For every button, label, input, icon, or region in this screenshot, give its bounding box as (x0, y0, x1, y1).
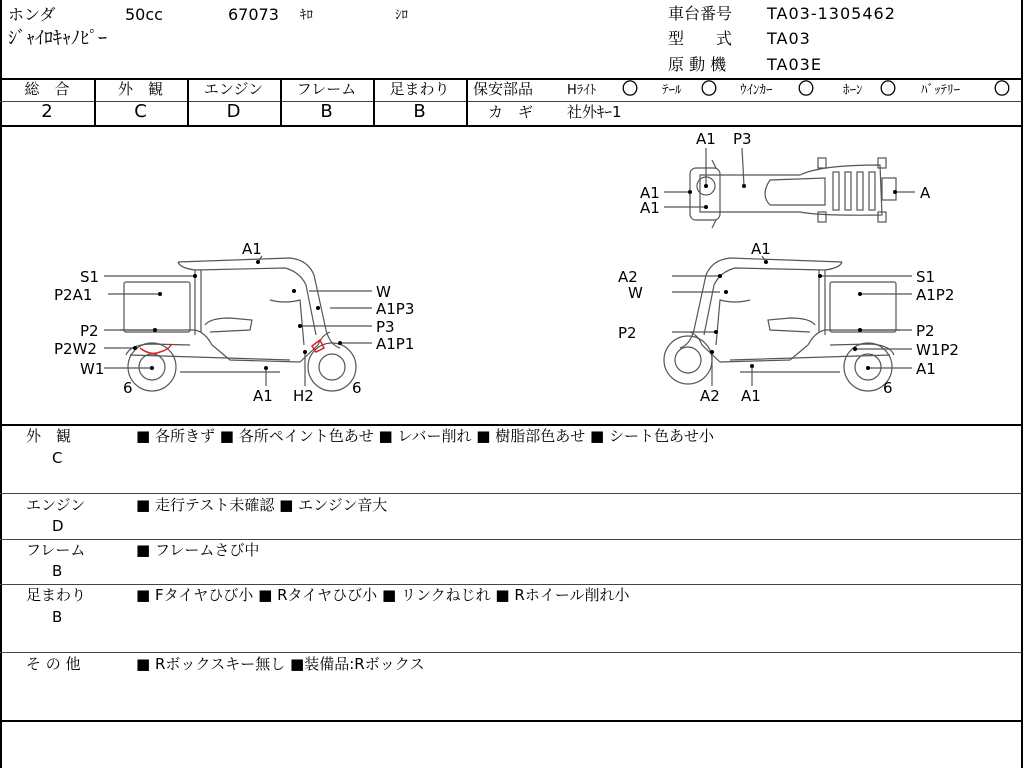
damage-marks-red (140, 340, 324, 353)
diagram-label: A1P1 (376, 335, 415, 353)
note-item: レバー削れ (397, 427, 472, 445)
diagram-label: 6 (883, 379, 893, 397)
type-label: 型 式 (668, 29, 733, 48)
bullet: ■ (590, 427, 605, 445)
safety-item-status: 〇 (798, 79, 815, 98)
divider (0, 424, 1023, 426)
diagram-label: P2 (80, 322, 99, 340)
note-item: Fタイヤひび小 (154, 586, 254, 604)
divider (0, 493, 1022, 494)
grade-overall-value: 2 (41, 101, 53, 122)
divider (467, 101, 1022, 102)
displacement: 50cc (125, 5, 163, 24)
diagram-label: P2 (916, 322, 935, 340)
safety-item-label: ﾎｰﾝ (843, 83, 863, 98)
bullet: ■ (279, 496, 294, 514)
safety-item-status: 〇 (701, 79, 718, 98)
color: ｼﾛ (395, 8, 408, 23)
note-grade-frame: B (52, 562, 63, 580)
bullet: ■ (219, 427, 234, 445)
diagram-label: W1P2 (916, 341, 959, 359)
safety-label: 保安部品 (473, 80, 534, 98)
note-item: Rタイヤひび小 (277, 586, 378, 604)
bullet: ■ (495, 586, 510, 604)
scooter-top-outline (690, 158, 896, 228)
diagram-label: W (628, 284, 643, 302)
note-items-engine (136, 498, 387, 513)
note-item: リンクねじれ (400, 586, 491, 604)
safety-item-status: 〇 (994, 79, 1011, 98)
divider (0, 539, 1022, 540)
bullet: ■ (476, 427, 491, 445)
diagram-label: P3 (733, 130, 752, 148)
safety-item-label: Hﾗｲﾄ (567, 83, 597, 98)
grade-exterior-value: C (134, 101, 147, 122)
note-label-other: そ の 他 (26, 655, 81, 673)
bullet: ■ (381, 586, 397, 604)
diagram-label: 6 (352, 379, 362, 397)
bullet: ■ (136, 655, 151, 673)
bullet: ■ (258, 586, 273, 604)
diagram-label: A1 (640, 199, 660, 217)
safety-item-label: ﾃｰﾙ (662, 83, 682, 98)
note-label-exterior: 外 観 (26, 427, 72, 445)
bullet: ■ (378, 427, 393, 445)
maker: ホンダ (8, 5, 56, 24)
note-label-suspension: 足まわり (26, 586, 87, 604)
diagram-label: A1 (253, 387, 273, 405)
note-item: 樹脂部色あせ (495, 427, 586, 445)
diagram-label: W (376, 283, 391, 301)
diagram-label: H2 (293, 387, 314, 405)
diagram-label: A1 (242, 240, 262, 258)
bullet: ■ (136, 586, 151, 604)
note-grade-suspension: B (52, 608, 63, 626)
safety-item-status: 〇 (880, 79, 897, 98)
diagram-label: A1 (751, 240, 771, 258)
left-labels (54, 240, 414, 405)
divider (0, 720, 1023, 722)
diagram-label: A2 (700, 387, 720, 405)
diagram-label: P2A1 (54, 286, 93, 304)
note-grade-exterior: C (52, 449, 63, 467)
diagram-label: W1 (80, 360, 105, 378)
diagram-label: A1 (741, 387, 761, 405)
diagram-label: A1P3 (376, 300, 415, 318)
chassis-value: TA03-1305462 (767, 4, 896, 23)
note-label-frame: フレーム (26, 541, 86, 559)
right-labels (618, 240, 959, 405)
mileage-unit: ｷﾛ (300, 8, 313, 23)
key-value: 社外ｷｰ1 (567, 103, 622, 121)
note-item: 装備品:Rボックス (304, 655, 425, 673)
note-items-frame (136, 543, 259, 558)
diagram-label: P3 (376, 318, 395, 336)
divider (0, 652, 1022, 653)
type-value: TA03 (767, 29, 811, 48)
diagram-label: A1 (916, 360, 936, 378)
scooter-left-outline (120, 258, 356, 391)
note-grade-engine: D (52, 517, 64, 535)
bullet: ■ (290, 655, 305, 673)
safety-item-label: ｳｲﾝｶｰ (740, 83, 773, 98)
grade-frame-label: フレーム (296, 80, 357, 98)
top-labels (640, 130, 931, 217)
diagram-label: S1 (916, 268, 936, 286)
diagram-label: A2 (618, 268, 638, 286)
note-items-other (136, 657, 425, 672)
note-item: Rボックスキー無し (154, 655, 286, 673)
diagram-label: A (920, 184, 931, 202)
note-item: 走行テスト未確認 (154, 496, 275, 514)
bullet: ■ (136, 541, 151, 559)
grade-exterior-label: 外 観 (117, 80, 163, 98)
divider (466, 79, 468, 125)
note-item: フレームさび中 (154, 541, 260, 559)
grade-frame-value: B (320, 101, 333, 122)
bullet: ■ (136, 427, 151, 445)
divider (0, 584, 1022, 585)
note-items-suspension (136, 588, 630, 603)
note-item: 各所ペイント色あせ (238, 427, 374, 445)
diagram-label: 6 (123, 379, 133, 397)
safety-item-label: ﾊﾞｯﾃﾘｰ (921, 83, 960, 98)
diagram-label: P2 (618, 324, 637, 342)
note-label-engine: エンジン (26, 496, 86, 514)
note-item: Rホイール削れ小 (514, 586, 630, 604)
grade-engine-label: エンジン (203, 80, 264, 98)
grade-suspension-label: 足まわり (389, 80, 450, 98)
note-items-exterior (136, 429, 714, 444)
safety-item-status: 〇 (622, 79, 639, 98)
diagram-label: A1P2 (916, 286, 955, 304)
diagram-label: A1 (640, 184, 660, 202)
diagram-label: P2W2 (54, 340, 97, 358)
diagram-label: S1 (80, 268, 100, 286)
model-name: ｼﾞｬｲﾛｷｬﾉﾋﾟｰ (8, 28, 107, 49)
diagram-label: A1 (696, 130, 716, 148)
note-item: シート色あせ小 (608, 427, 714, 445)
engine-model-value: TA03E (767, 55, 822, 74)
bullet: ■ (136, 496, 151, 514)
mileage: 67073 (228, 5, 279, 24)
damage-diagram (0, 126, 1020, 424)
key-label: カ ギ (488, 103, 534, 121)
scooter-right-outline (664, 258, 900, 391)
grade-engine-value: D (226, 101, 241, 122)
note-item: エンジン音大 (298, 496, 388, 514)
chassis-label: 車台番号 (668, 4, 733, 23)
grade-overall-label: 総 合 (24, 80, 70, 98)
engine-model-label: 原 動 機 (668, 55, 727, 74)
note-item: 各所きず (154, 427, 215, 445)
grade-suspension-value: B (413, 101, 426, 122)
